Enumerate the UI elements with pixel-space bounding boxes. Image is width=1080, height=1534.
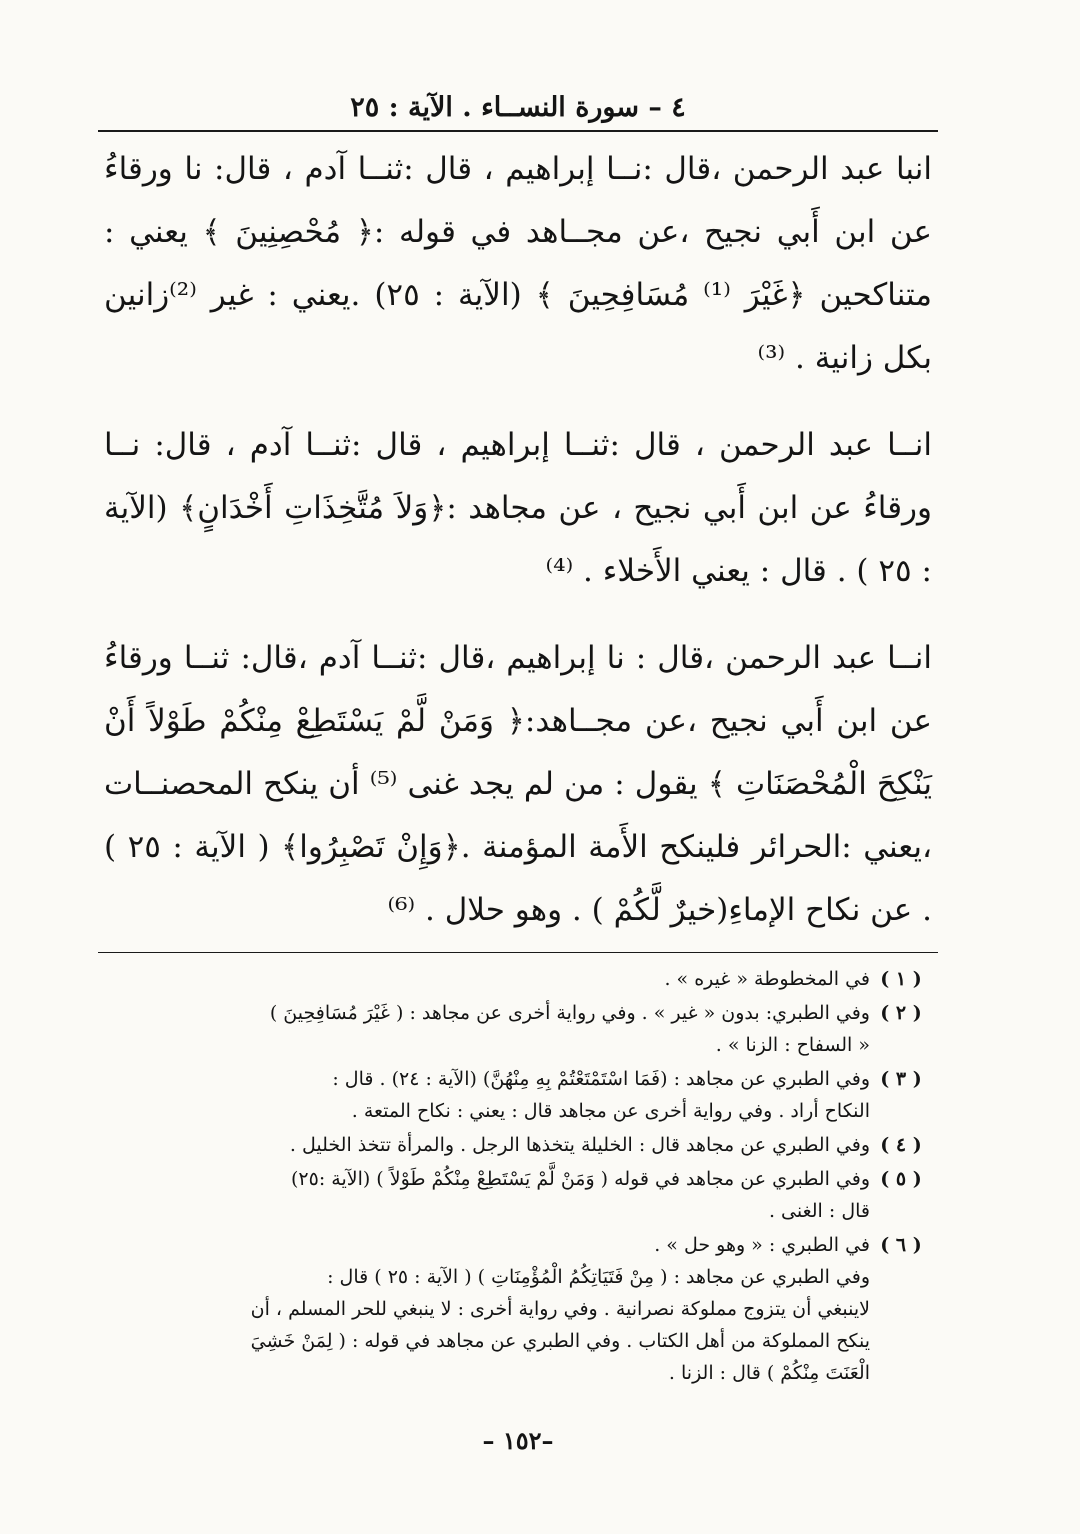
body-paragraph-1: انبا عبد الرحمن ،قال :نــا إبراهيم ، قال :ثنــا آدم ، قال: نا ورقاءُ عن ابن أَبي نجيح ،عن مجــاهد في قوله :﴿ مُحْصِنِينَ ﴾ يعني : متناكحين ﴿غَيْرَ ⁽¹⁾ مُسَافِحِينَ ﴾ (الآية : ٢٥) .يعني : غير ⁽²⁾زانين بكل زانية . ⁽³⁾ — [104, 151, 933, 376]
header-rule — [98, 130, 938, 132]
footnote-line: وفي الطبري عن مجاهد : ( مِنْ فَتَيَاتِكُمُ الْمُؤْمِنَاتِ ) ( الآية : ٢٥ ) قال : — [327, 1266, 870, 1288]
footnote-number: ( ٤ ) — [880, 1134, 922, 1156]
footnote-line: في الطبري : « وهو حل » . — [654, 1234, 870, 1256]
footnote-number: ( ٥ ) — [880, 1168, 922, 1190]
book-page — [98, 86, 938, 1486]
body-paragraph-2: انــا عبد الرحمن ، قال :ثنــا إبراهيم ، قال :ثنــا آدم ، قال: نــا ورقاءُ عن ابن أَبي نجيح ، عن مجاهد :﴿وَلاَ مُتَّخِذَاتِ أَخْدَانٍ﴾ (الآية : ٢٥ ) . قال : يعني الأَخلاء . ⁽⁴⁾ — [104, 427, 932, 589]
footnote-line: وفي الطبري عن مجاهد قال : الخليلة يتخذها الرجل . والمرأة تتخذ الخليل . — [289, 1134, 870, 1156]
footnote-line: ينكح المملوكة من أهل الكتاب . وفي الطبري عن مجاهد في قوله : ( لِمَنْ خَشِيَ — [250, 1330, 870, 1352]
footnote-5 — [104, 1163, 932, 1227]
body-paragraph-3: انــا عبد الرحمن ،قال : نا إبراهيم ،قال :ثنــا آدم ،قال: ثنــا ورقاءُ عن ابن أَبي نجيح ،عن مجــاهد:﴿ وَمَنْ لَّمْ يَسْتَطِعْ مِنْكُمْ طَوْلاً أَنْ يَنْكِحَ الْمُحْصَنَاتِ ﴾ يقول : من لم يجد غنى ⁽⁵⁾ أن ينكح المحصنــات ،يعني :الحرائر فلينكح الأَمة المؤمنة .﴿وَإِنْ تَصْبِرُوا﴾ ( الآية : ٢٥ ) . عن نكاح الإماءِ(خيرٌ لَّكُمْ ) . وهو حلال . ⁽⁶⁾ — [104, 640, 932, 928]
footnote-number: ( ٣ ) — [880, 1068, 922, 1090]
footnote-number: ( ٦ ) — [880, 1234, 922, 1256]
footnote-line: في المخطوطة « غيره » . — [664, 968, 870, 990]
footnote-2 — [104, 997, 932, 1061]
footnote-4 — [104, 1129, 932, 1161]
footnote-line: وفي الطبري عن مجاهد في قوله ( وَمَنْ لَّمْ يَسْتَطِعْ مِنْكُمْ طَوْلاً ) (الآية :٢٥) — [290, 1168, 870, 1190]
running-header: ٤ – سورة النســاء . الآية : ٢٥ — [350, 92, 686, 123]
footnote-line: لاينبغي أن يتزوج مملوكة نصرانية . وفي رواية أخرى : لا ينبغي للحر المسلم ، أن — [250, 1298, 870, 1320]
footnote-6 — [104, 1229, 932, 1389]
footnote-line: « السفاح : الزنا » . — [715, 1034, 870, 1056]
footnote-3 — [104, 1063, 932, 1127]
footnotes — [98, 963, 938, 1389]
page-number: –١٥٢ – — [482, 1426, 554, 1455]
footnote-line: النكاح أراد . وفي رواية أخرى عن مجاهد قال : يعني : نكاح المتعة . — [351, 1100, 870, 1122]
footnote-line: وفي الطبري: بدون « غير » . وفي رواية أخرى عن مجاهد : ( غَيْرَ مُسَافِحِينَ ) — [269, 1002, 870, 1024]
footnote-rule — [98, 952, 938, 953]
footnote-line: الْعَنَتَ مِنْكُمْ ) قال : الزنا . — [668, 1362, 870, 1384]
footnote-line: قال : الغنى . — [768, 1200, 870, 1222]
footnote-number: ( ٢ ) — [880, 1002, 922, 1024]
footnote-line: وفي الطبري عن مجاهد : (فَمَا اسْتَمْتَعْتُمْ بِهِ مِنْهُنَّ) (الآية : ٢٤) . قال : — [332, 1068, 870, 1090]
footnote-1 — [104, 963, 932, 995]
footnote-number: ( ١ ) — [880, 968, 922, 990]
